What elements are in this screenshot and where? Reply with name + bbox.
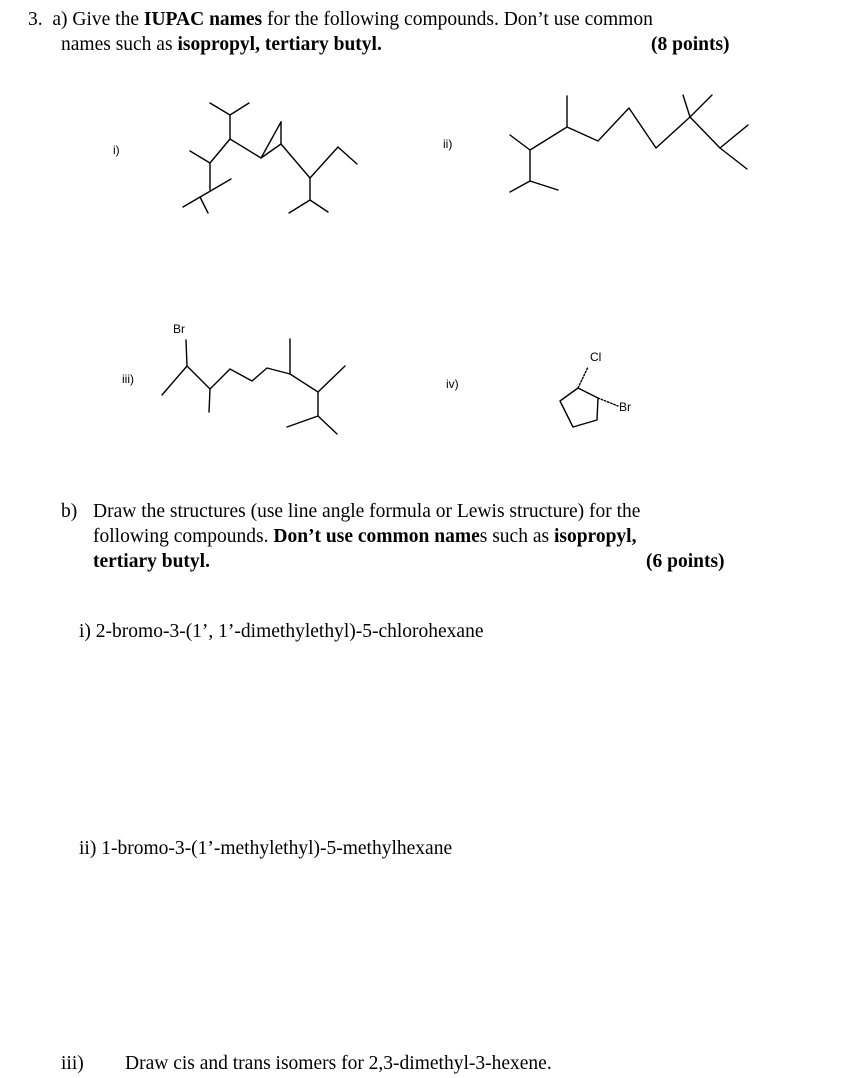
item-iii-text: Draw cis and trans isomers for 2,3-dimethyl-3-hexene. <box>125 1053 552 1074</box>
question-a-text-3: names such as <box>61 34 178 55</box>
item-iii-label: iii) <box>61 1053 84 1074</box>
question-a-bold-text: IUPAC names <box>143 9 263 30</box>
item-ii: ii) 1-bromo-3-(1’-methylethyl)-5-methylhexane <box>79 838 453 859</box>
question-number: 3. <box>28 9 43 30</box>
atom-label-br: Br <box>173 322 185 336</box>
item-i: i) 2-bromo-3-(1’, 1’-dimethylethyl)-5-chlorohexane <box>79 621 484 642</box>
question-b-text-line-1: Draw the structures (use line angle formula or Lewis structure) for the <box>93 501 641 522</box>
question-b-line-2: following compounds. Don’t use common names such as isopropyl, <box>93 526 637 547</box>
question-a-text: Give the <box>72 9 144 30</box>
structure-label-iv: iv) <box>446 377 459 391</box>
atom-label-br-2: Br <box>619 400 631 414</box>
question-a-text-2: for the following compounds. Don’t use common <box>262 9 653 30</box>
question-a-bold-text-2: isopropyl, tertiary butyl. <box>177 34 382 55</box>
molecule-i <box>183 103 357 213</box>
molecule-iv <box>560 367 618 427</box>
question-b-line-1 <box>61 500 77 524</box>
structure-label-i: i) <box>113 143 120 157</box>
molecule-drawings <box>0 0 845 480</box>
atom-label-cl: Cl <box>590 350 602 364</box>
points-b: (6 points) <box>646 551 725 572</box>
points-a: (8 points) <box>651 34 730 55</box>
part-b-label: b) <box>61 501 78 522</box>
structure-label-ii: ii) <box>443 137 453 151</box>
part-a-label: a) <box>52 9 68 30</box>
molecule-iii <box>162 339 345 434</box>
question-b-line-3: tertiary butyl. <box>93 551 210 572</box>
structure-label-iii: iii) <box>122 372 134 386</box>
molecule-ii <box>510 95 748 192</box>
